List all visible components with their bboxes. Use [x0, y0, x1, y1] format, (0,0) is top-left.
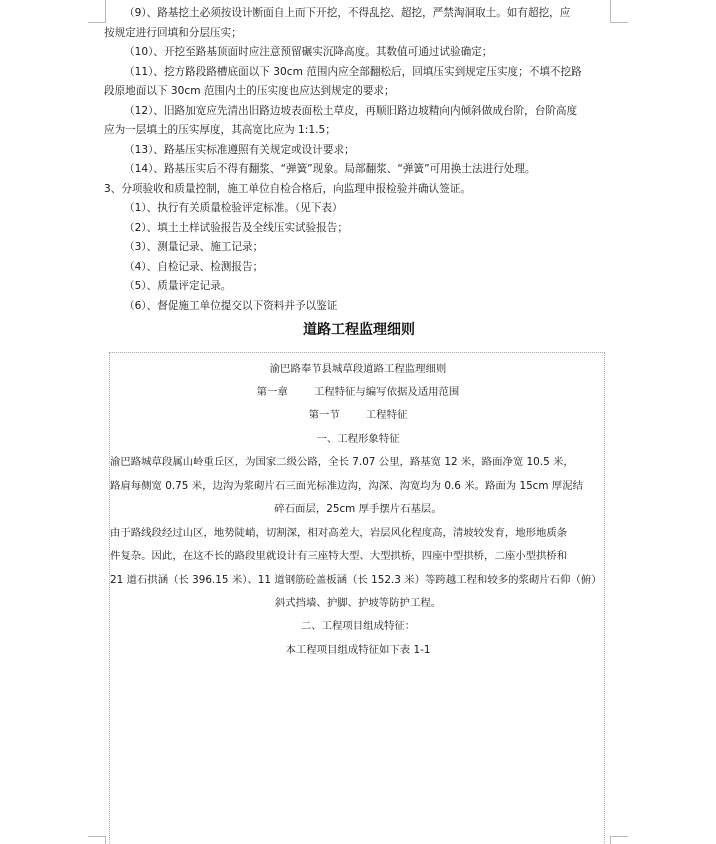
- paragraph-line: 碎石面层，25cm 厚手摆片石基层。: [274, 503, 442, 515]
- crop-mark-bottom-left-v: [105, 836, 106, 844]
- text-box: [109, 352, 605, 844]
- chapter-heading: [110, 381, 606, 405]
- list-item: （2）、填土土样试验报告及全线压实试验报告；: [124, 221, 348, 234]
- section-heading: 道路工程监理细则: [303, 322, 415, 338]
- list-item: （10）、开挖至路基顶面时应注意预留碾实沉降高度。其数值可通过试验确定；: [124, 46, 493, 58]
- section-title: 工程特征: [365, 409, 408, 421]
- list-item: （1）、执行有关质量检验评定标准。（见下表）: [124, 202, 343, 214]
- paragraph-line: 由于路线段经过山区，地势陡峭，切割深，相对高差大，岩层风化程度高，清坡较发育，地形地质条: [110, 527, 568, 539]
- chapter-title: 工程特征与编写依据及适用范围: [313, 386, 460, 398]
- paragraph-line: 路肩每侧宽 0.75 米，边沟为浆砌片石三面光标准边沟，沟深、沟宽均为 0.6 米。路面为 15cm 厚泥结: [110, 480, 583, 492]
- paragraph-line: 渝巴路城草段属山岭重丘区，为国家二级公路，全长 7.07 公里，路基宽 12 米，路面净宽 10.5 米，: [110, 456, 574, 468]
- list-item: （9）、路基挖土必须按设计断面自上而下开挖，不得乱挖、超挖，严禁淘洞取土。如有超挖，应: [124, 7, 571, 19]
- list-item: （4）、自检记录、检测报告；: [124, 260, 264, 273]
- doc-title: 渝巴路奉节县城草段道路工程监理细则: [269, 363, 447, 375]
- list-item: 段原地面以下 30cm 范围内土的压实度也应达到规定的要求；: [104, 85, 395, 97]
- list-item: （12）、旧路加宽应先清出旧路边坡表面松土草皮，再顺旧路边坡精向内倾斜做成台阶，台阶高度: [124, 104, 578, 117]
- list-item: 应为一层填土的压实厚度，其高宽比应为 1:1.5；: [104, 124, 336, 136]
- chapter-number: 第一章: [256, 386, 288, 398]
- list-item: （13）、路基压实标准遵照有关规定或设计要求；: [124, 143, 355, 156]
- paragraph-line: 件复杂。因此，在这不长的路段里就设计有三座特大型、大型拱桥，四座中型拱桥，二座小型拱桥和: [110, 550, 568, 562]
- list-item: （11）、挖方路段路槽底面以下 30cm 范围内应全部翻松后，回填压实到规定压实度；不填不挖路: [124, 65, 582, 78]
- paragraph-line: 斜式挡墙、护脚、护坡等防护工程。: [274, 597, 442, 609]
- crop-mark-bottom-right-v: [610, 836, 611, 844]
- list-item: 按规定进行回填和分层压实；: [104, 26, 242, 39]
- requirements-list: [104, 4, 614, 316]
- paragraph-line: 21 道石拱涵（长 396.15 米）、11 道钢筋砼盖板涵（长 152.3 米）等跨越工程和较多的浆砌片石仰（俯）: [110, 574, 602, 586]
- crop-mark-bottom-right-h: [610, 836, 628, 837]
- section-subheading: [110, 404, 606, 428]
- list-item: （5）、质量评定记录。: [124, 280, 232, 292]
- subheading-1: 一、工程形象特征: [316, 433, 400, 445]
- list-item: 3、分项验收和质量控制，施工单位自检合格后，向监理申报检验并确认签证。: [104, 182, 471, 195]
- list-item: （6）、督促施工单位提交以下资料并予以鉴证: [124, 299, 338, 312]
- crop-mark-bottom-left-h: [88, 836, 106, 837]
- list-item: （3）、测量记录、施工记录；: [124, 241, 264, 253]
- paragraph-line: 本工程项目组成特征如下表 1-1: [285, 644, 431, 656]
- list-item: （14）、路基压实后不得有翻浆、“弹簧”现象。局部翻浆、“弹簧”可用换土法进行处理。: [124, 163, 536, 175]
- section-number: 第一节: [308, 409, 340, 421]
- subheading-2: 二、工程项目组成特征：: [300, 620, 416, 632]
